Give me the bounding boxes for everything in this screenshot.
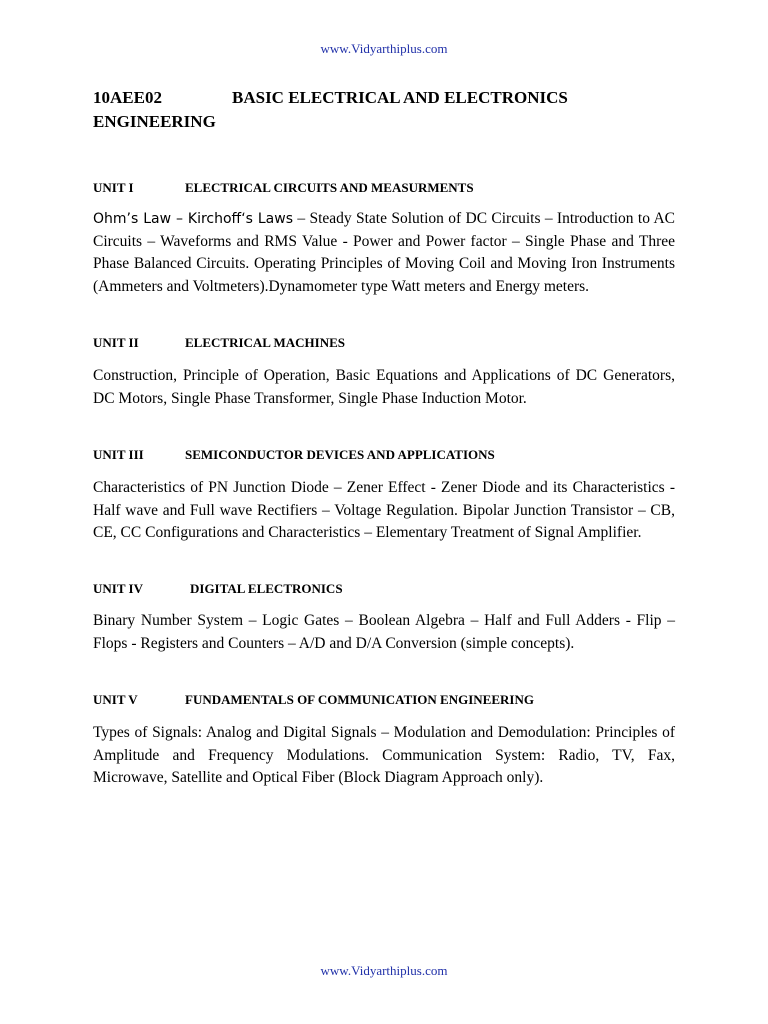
unit-4-body: Binary Number System – Logic Gates – Boolean Algebra – Half and Full Adders - Flip – Flops - Registers and Counters – A/D and D/A Conversion (simple concepts). — [93, 612, 675, 652]
unit-4-heading — [93, 581, 343, 597]
unit-1-lead: Ohm’s Law – Kirchoff‘s Laws — [93, 211, 293, 227]
unit-4-number: UNIT IV — [93, 581, 143, 596]
unit-3-title: SEMICONDUCTOR DEVICES AND APPLICATIONS — [185, 447, 495, 462]
unit-2-number: UNIT II — [93, 335, 139, 350]
footer-site-link[interactable]: www.Vidyarthiplus.com — [320, 963, 448, 978]
course-code: 10AEE02 — [93, 88, 162, 107]
unit-2-body: Construction, Principle of Operation, Basic Equations and Applications of DC Generators, DC Motors, Single Phase Transformer, Single Phase Induction Motor. — [93, 367, 675, 407]
unit-5-number: UNIT V — [93, 692, 138, 707]
unit-5-title: FUNDAMENTALS OF COMMUNICATION ENGINEERING — [185, 692, 534, 707]
unit-3-number: UNIT III — [93, 447, 144, 462]
unit-5-heading — [93, 692, 534, 708]
course-title — [93, 86, 693, 134]
header-site-link[interactable]: www.Vidyarthiplus.com — [320, 41, 448, 56]
unit-1-heading — [93, 180, 474, 196]
unit-2-heading — [93, 335, 345, 351]
unit-3-body: Characteristics of PN Junction Diode – Zener Effect - Zener Diode and its Characteristics - Half wave and Full wave Rectifiers – Voltage Regulation. Bipolar Junction Transistor – CB, CE, CC Configurations and Characteristics – Elementary Treatment of Signal Amplifier. — [93, 479, 675, 541]
unit-4-title: DIGITAL ELECTRONICS — [190, 581, 343, 596]
unit-1-text: – Steady State Solution of DC Circuits – Introduction to AC Circuits – Waveforms and RMS Value - Power and Power factor – Single Phase and Three Phase Balanced Circuits. Operating Principles of Moving Coil and Moving Iron Instruments (Ammeters and Voltmeters).Dynamometer type Watt meters and Energy meters. — [93, 210, 675, 295]
unit-3-heading — [93, 447, 495, 463]
unit-1-title: ELECTRICAL CIRCUITS AND MEASURMENTS — [185, 180, 474, 195]
course-title-line1: BASIC ELECTRICAL AND ELECTRONICS — [232, 88, 568, 107]
unit-2-title: ELECTRICAL MACHINES — [185, 335, 346, 350]
unit-5-body: Types of Signals: Analog and Digital Signals – Modulation and Demodulation: Principles of Amplitude and Frequency Modulations. Communication System: Radio, TV, Fax, Microwave, Satellite and Optical Fiber (Block Diagram Approach only). — [93, 724, 675, 786]
unit-1-number: UNIT I — [93, 180, 134, 195]
unit-1-body — [93, 208, 675, 298]
course-title-line2: ENGINEERING — [93, 112, 216, 131]
